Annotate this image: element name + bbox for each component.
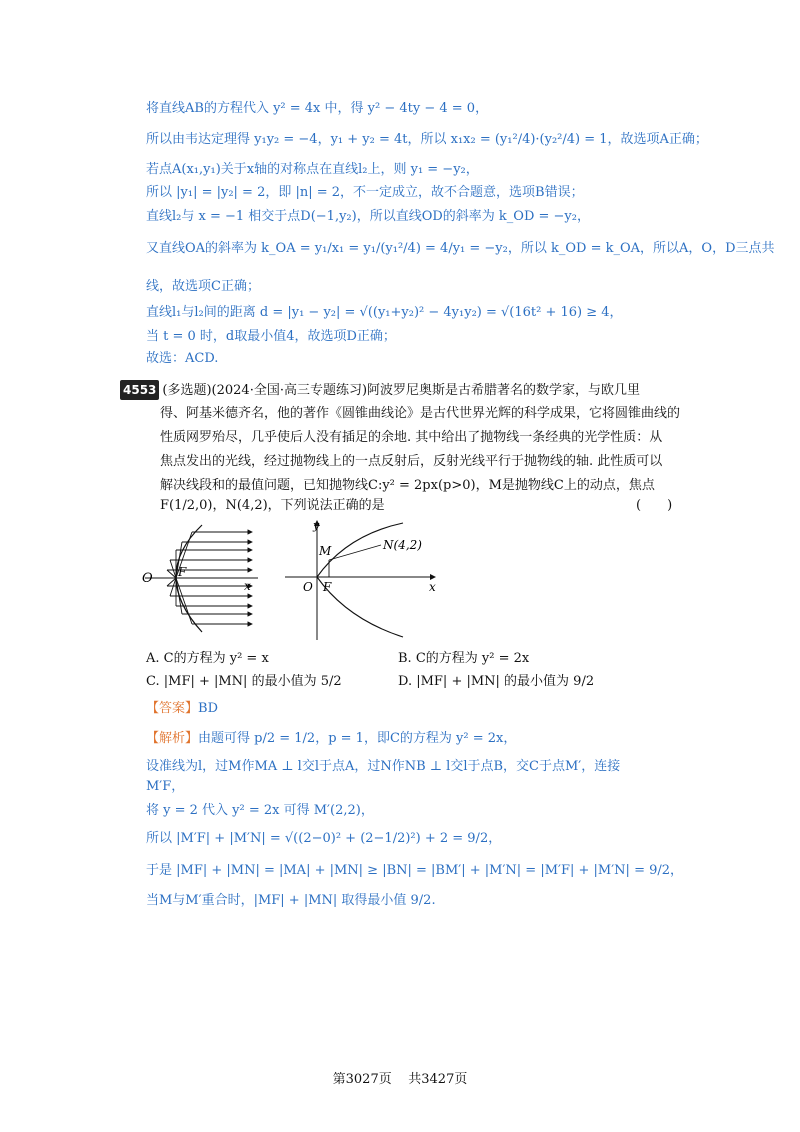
figure-label-x-axis: x [429, 580, 436, 594]
solution-line: 将直线AB的方程代入 y² = 4x 中，得 y² − 4ty − 4 = 0， [146, 101, 489, 116]
page-number: 第3027页 [332, 1072, 392, 1087]
analysis-line: 设准线为l，过M作MA ⊥ l交l于点A，过N作NB ⊥ l交l于点B，交C于点M′，连接 [146, 759, 621, 774]
question-text: 得、阿基米德齐名，他的著作《圆锥曲线论》是古代世界光辉的科学成果，它将圆锥曲线的 [160, 406, 681, 421]
analysis-line: 将 y = 2 代入 y² = 2x 可得 M′(2,2)， [146, 803, 374, 818]
analysis-line: 所以 |M′F| + |M′N| = √((2−0)² + (2−1/2)²) + 2 = 9/2， [146, 831, 502, 846]
solution-line: 线，故选项C正确； [146, 279, 260, 294]
question-text: 性质网罗殆尽，几乎使后人没有插足的余地. 其中给出了抛物线一条经典的光学性质：从 [160, 430, 663, 445]
option-d: D. |MF| + |MN| 的最小值为 9/2 [398, 674, 595, 689]
page-total: 共3427页 [408, 1072, 468, 1087]
page-footer [0, 1068, 800, 1087]
option-c: C. |MF| + |MN| 的最小值为 5/2 [146, 674, 342, 689]
question-number: 4553 [120, 380, 159, 400]
solution-line: 直线l₂与 x = −1 相交于点D(−1,y₂)，所以直线OD的斜率为 k_OD = −y₂， [146, 209, 590, 224]
figure-label-x: x [244, 579, 251, 593]
answer-blank: ( ) [636, 498, 673, 513]
question-text: (多选题)(2024·全国·高三专题练习)阿波罗尼奥斯是古希腊著名的数学家，与欧几里 [162, 383, 641, 398]
question-text: F(1/2,0)，N(4,2)，下列说法正确的是 [160, 498, 385, 513]
solution-line: 又直线OA的斜率为 k_OA = y₁/x₁ = y₁/(y₁²/4) = 4/y₁ = −y₂，所以 k_OD = k_OA，所以A，O，D三点共 [146, 241, 775, 256]
solution-line: 若点A(x₁,y₁)关于x轴的对称点在直线l₂上，则 y₁ = −y₂， [146, 162, 479, 177]
analysis-line: 于是 |MF| + |MN| = |MA| + |MN| ≥ |BN| = |BM′| + |M′N| = |M′F| + |M′N| = 9/2， [146, 863, 684, 878]
solution-line: 所以 |y₁| = |y₂| = 2，即 |n| = 2，不一定成立，故不合题意，选项B错误； [146, 185, 584, 200]
answer-value: BD [198, 701, 218, 716]
analysis-text: 由题可得 p/2 = 1/2，p = 1，即C的方程为 y² = 2x， [198, 731, 517, 746]
parabola-coordinate-figure [285, 515, 450, 645]
answer-line [146, 700, 218, 718]
analysis-first-line [146, 730, 516, 748]
analysis-line: M′F， [146, 779, 185, 794]
solution-line: 当 t = 0 时，d取最小值4，故选项D正确； [146, 329, 396, 344]
answer-tag: 【答案】 [146, 701, 199, 716]
figure-label-focus: F [323, 580, 332, 594]
solution-line: 故选：ACD. [146, 351, 219, 366]
analysis-tag: 【解析】 [146, 731, 199, 746]
analysis-line: 当M与M′重合时，|MF| + |MN| 取得最小值 9/2. [146, 893, 436, 908]
figure-label-N: N(4,2) [383, 538, 422, 552]
figure-label-M: M [319, 544, 332, 558]
parabola-reflection-figure [140, 520, 260, 645]
solution-line: 所以由韦达定理得 y₁y₂ = −4，y₁ + y₂ = 4t，所以 x₁x₂ = (y₁²/4)·(y₂²/4) = 1，故选项A正确； [146, 132, 708, 147]
question-text: 焦点发出的光线，经过抛物线上的一点反射后，反射光线平行于抛物线的轴. 此性质可以 [160, 454, 663, 469]
question-text: 解决线段和的最值问题，已知抛物线C:y² = 2px(p>0)，M是抛物线C上的动点，焦点 [160, 478, 655, 493]
option-b: B. C的方程为 y² = 2x [398, 651, 530, 666]
option-a: A. C的方程为 y² = x [146, 651, 269, 666]
figure-label-origin: O [303, 580, 313, 594]
figure-label-O: O [142, 571, 153, 586]
question-line-first [120, 380, 640, 400]
figure-label-y: y [313, 519, 320, 532]
solution-line: 直线l₁与l₂间的距离 d = |y₁ − y₂| = √((y₁+y₂)² − 4y₁y₂) = √(16t² + 16) ≥ 4， [146, 305, 623, 320]
figure-label-F: F [178, 565, 187, 579]
